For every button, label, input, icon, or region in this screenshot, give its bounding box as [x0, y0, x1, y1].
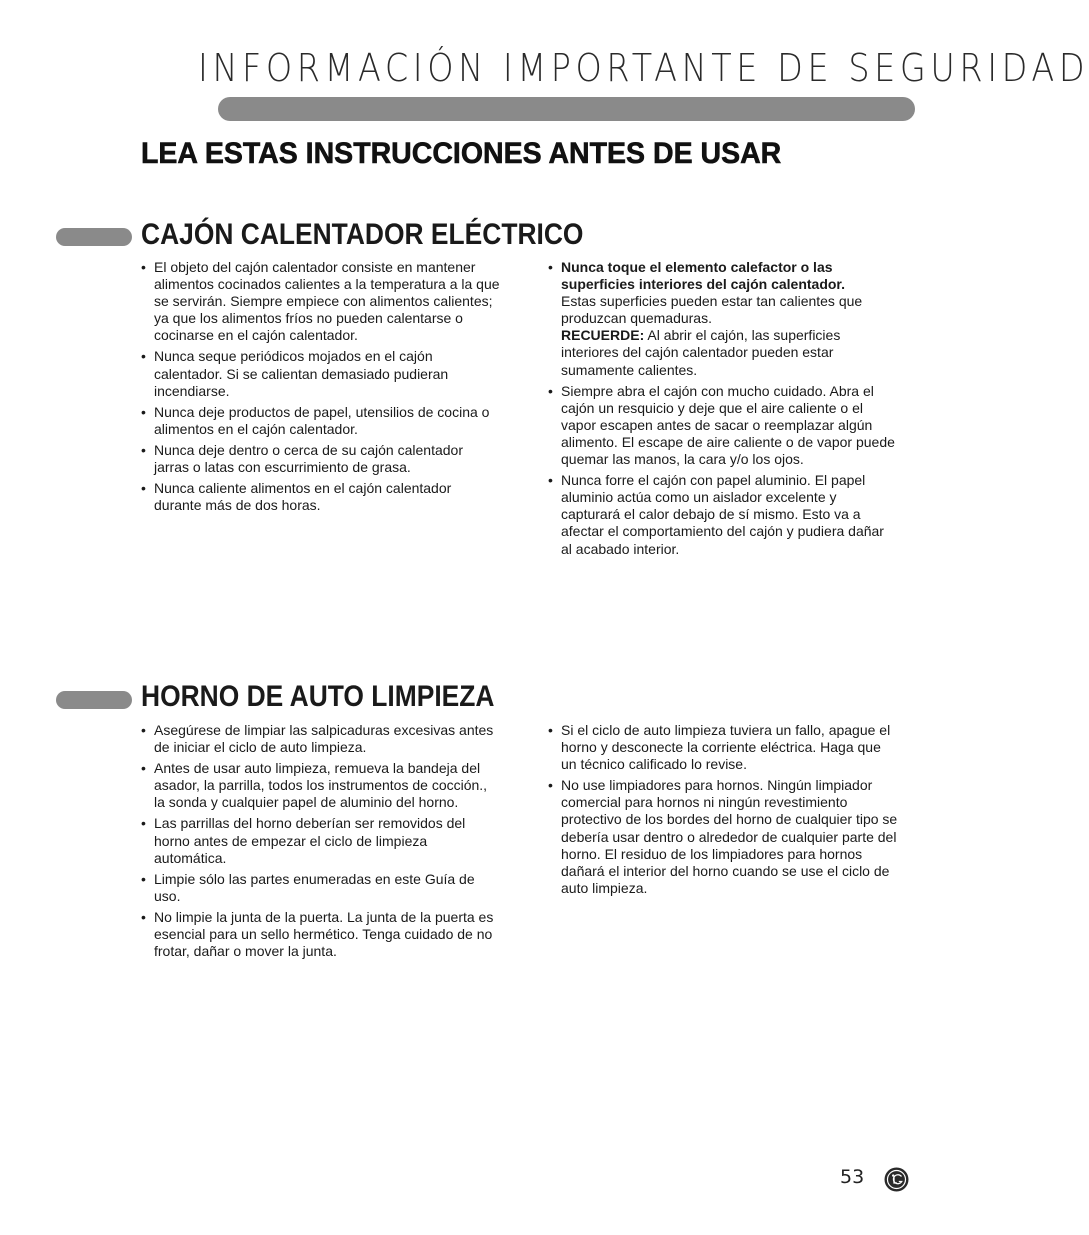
list-item: • Asegúrese de limpiar las salpicaduras excesivas antes de iniciar el ciclo de auto limpieza.: [141, 722, 501, 756]
list-item: • Las parrillas del horno deberían ser removidos del horno antes de empezar el ciclo de limpieza automática.: [141, 815, 501, 866]
self-clean-right-list: [548, 722, 898, 901]
list-item: • El objeto del cajón calentador consiste en mantener alimentos cocinados calientes a la temperatura a la que se servirán. Siempre empiece con alimentos calientes; ya que los alimentos fríos no pueden calentarse o cocinarse en el cajón calentador.: [141, 259, 501, 344]
list-item-text: Estas superficies pueden estar tan calientes que produzcan quemaduras.: [561, 293, 863, 327]
list-item: • Nunca caliente alimentos en el cajón calentador durante más de dos horas.: [141, 480, 501, 514]
list-item: • Antes de usar auto limpieza, remueva la bandeja del asador, la parrilla, todos los instrumentos de cocción., la sonda y cualquier papel de aluminio del horno.: [141, 760, 501, 811]
lg-logo-icon: [884, 1167, 909, 1192]
section-pill-self-clean: [56, 691, 132, 709]
list-item: • Nunca deje productos de papel, utensilios de cocina o alimentos en el cajón calentador.: [141, 404, 501, 438]
list-item: • Limpie sólo las partes enumeradas en este Guía de uso.: [141, 871, 501, 905]
title-bar: [218, 97, 915, 121]
list-item: • Nunca seque periódicos mojados en el cajón calentador. Si se calientan demasiado pudieran incendiarse.: [141, 348, 501, 399]
section-heading-warming-drawer: CAJÓN CALENTADOR ELÉCTRICO: [141, 218, 584, 251]
warming-drawer-left-list: [141, 259, 501, 518]
section-pill-warming-drawer: [56, 228, 132, 246]
list-item: • Siempre abra el cajón con mucho cuidado. Abra el cajón un resquicio y deje que el aire caliente o el vapor escapen antes de sacar o reemplazar algún alimento. El escape de aire caliente o de vapor puede quemar las manos, la cara y/o los ojos.: [548, 383, 898, 468]
page-title: INFORMACIÓN IMPORTANTE DE SEGURIDAD: [198, 46, 1089, 90]
note-text: Al abrir el cajón, las superficies interiores del cajón calentador pueden estar sumamente calientes.: [561, 327, 841, 378]
page-number: 53: [840, 1166, 865, 1188]
list-item: • No use limpiadores para hornos. Ningún limpiador comercial para hornos ni ningún revestimiento protectivo de los bordes del horno de cualquier tipo se debería usar dentro o alrededor de cualquier parte del horno. El residuo de los limpiadores para hornos dañará el interior del horno cuando se use el ciclo de auto limpieza.: [548, 777, 898, 897]
page-subtitle: LEA ESTAS INSTRUCCIONES ANTES DE USAR: [141, 137, 782, 170]
list-item: • Nunca deje dentro o cerca de su cajón calentador jarras o latas con escurrimiento de grasa.: [141, 442, 501, 476]
list-item: [548, 259, 898, 379]
list-item: • Si el ciclo de auto limpieza tuviera un fallo, apague el horno y desconecte la corriente eléctrica. Haga que un técnico calificado lo revise.: [548, 722, 898, 773]
note-label: RECUERDE:: [561, 327, 645, 344]
self-clean-left-list: [141, 722, 501, 964]
list-item: • No limpie la junta de la puerta. La junta de la puerta es esencial para un sello hermético. Tenga cuidado de no frotar, dañar o mover la junta.: [141, 909, 501, 960]
warning-bold-text: Nunca toque el elemento calefactor o las superficies interiores del cajón calentador.: [561, 259, 845, 293]
warming-drawer-right-list: [548, 259, 898, 562]
list-item: • Nunca forre el cajón con papel aluminio. El papel aluminio actúa como un aislador excelente y capturará el calor debajo de sí mismo. Esto va a afectar el comportamiento del cajón y pudiera dañar al acabado interior.: [548, 472, 898, 557]
section-heading-self-clean: HORNO DE AUTO LIMPIEZA: [141, 680, 495, 713]
